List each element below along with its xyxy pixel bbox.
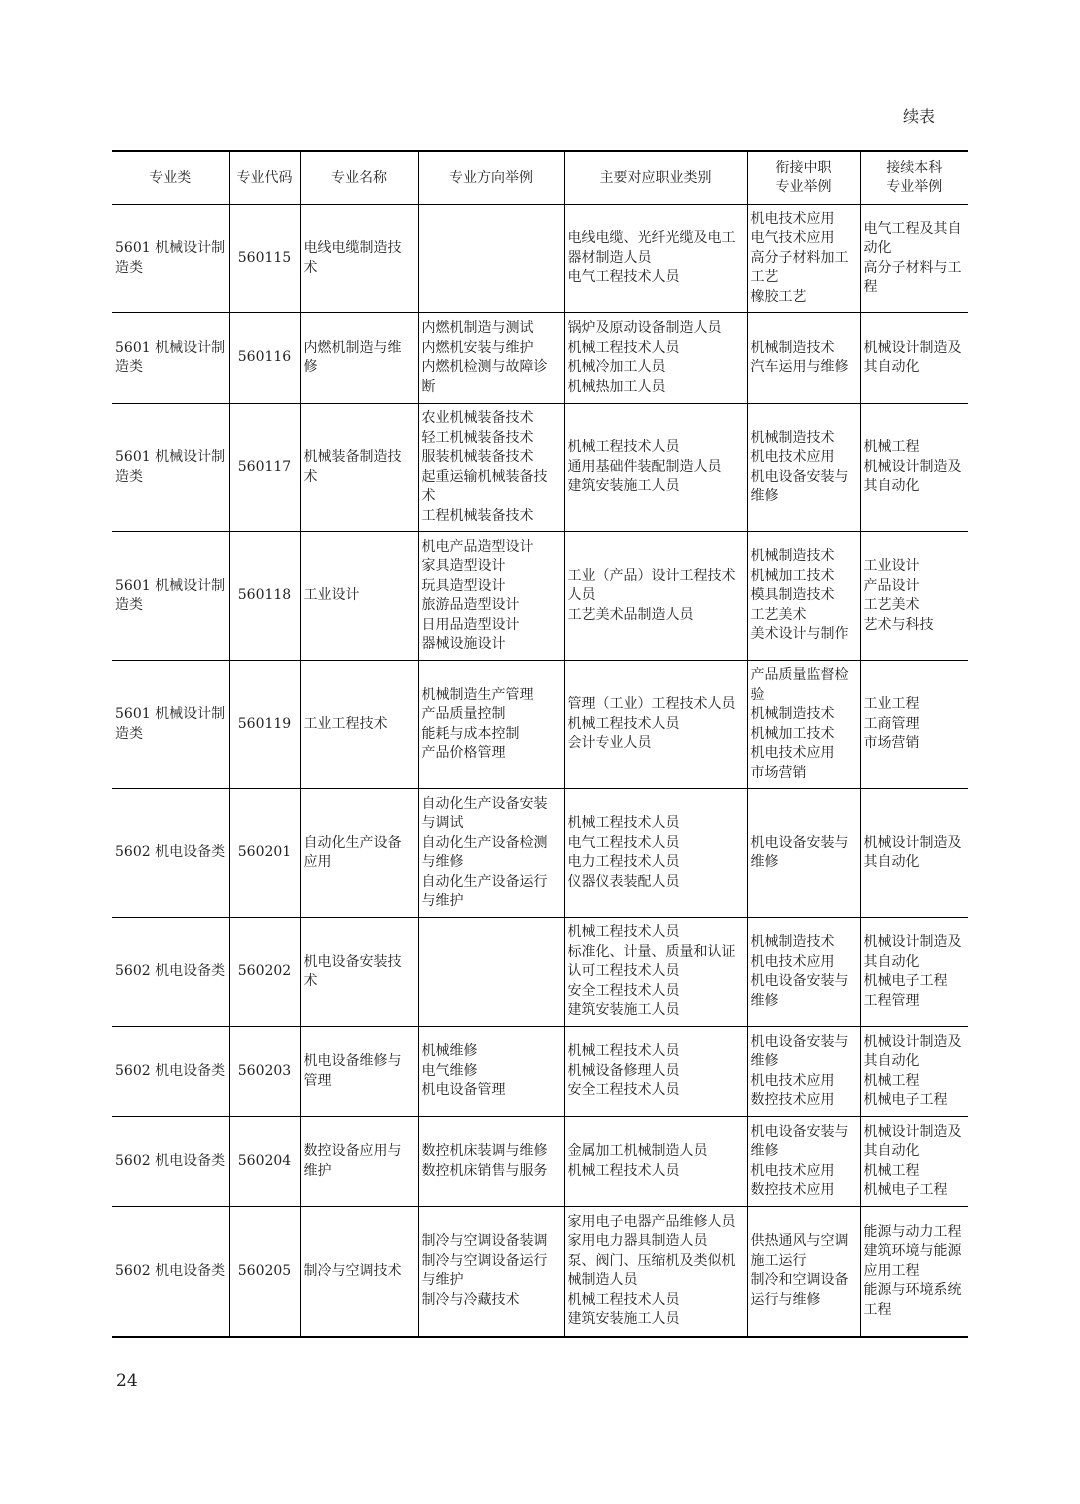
cell-category: 5601 机械设计制造类 xyxy=(112,404,229,532)
cell-directions: 自动化生产设备安装与调试 自动化生产设备检测与维修 自动化生产设备运行与维护 xyxy=(418,789,564,918)
cell-directions: 制冷与空调设备装调 制冷与空调设备运行与维护 制冷与冷藏技术 xyxy=(418,1207,564,1337)
header-directions: 专业方向举例 xyxy=(418,151,564,205)
cell-category: 5601 机械设计制造类 xyxy=(112,313,229,404)
cell-occupations: 金属加工机械制造人员 机械工程技术人员 xyxy=(564,1117,747,1207)
cell-category: 5601 机械设计制造类 xyxy=(112,205,229,313)
cell-name: 机械装备制造技术 xyxy=(300,404,418,532)
header-secondary: 衔接中职 专业举例 xyxy=(747,151,860,205)
cell-code: 560205 xyxy=(229,1207,300,1337)
cell-name: 制冷与空调技术 xyxy=(300,1207,418,1337)
cell-directions xyxy=(418,205,564,313)
cell-code: 560118 xyxy=(229,532,300,661)
table-row xyxy=(112,532,968,661)
table-row xyxy=(112,1027,968,1117)
cell-undergraduate: 机械工程 机械设计制造及其自动化 xyxy=(860,404,968,532)
cell-category: 5602 机电设备类 xyxy=(112,1207,229,1337)
cell-code: 560115 xyxy=(229,205,300,313)
cell-occupations: 机械工程技术人员 通用基础件装配制造人员 建筑安装施工人员 xyxy=(564,404,747,532)
cell-secondary: 机械制造技术 机电技术应用 机电设备安装与维修 xyxy=(747,404,860,532)
cell-code: 560116 xyxy=(229,313,300,404)
header-occupations: 主要对应职业类别 xyxy=(564,151,747,205)
table-row xyxy=(112,404,968,532)
cell-category: 5601 机械设计制造类 xyxy=(112,661,229,789)
cell-occupations: 机械工程技术人员 机械设备修理人员 安全工程技术人员 xyxy=(564,1027,747,1117)
cell-name: 自动化生产设备应用 xyxy=(300,789,418,918)
cell-name: 内燃机制造与维修 xyxy=(300,313,418,404)
table-row xyxy=(112,918,968,1027)
header-name: 专业名称 xyxy=(300,151,418,205)
cell-directions: 机械维修 电气维修 机电设备管理 xyxy=(418,1027,564,1117)
cell-occupations: 锅炉及原动设备制造人员 机械工程技术人员 机械冷加工人员 机械热加工人员 xyxy=(564,313,747,404)
table-row xyxy=(112,1207,968,1337)
cell-undergraduate: 机械设计制造及其自动化 xyxy=(860,313,968,404)
cell-directions xyxy=(418,918,564,1027)
header-code: 专业代码 xyxy=(229,151,300,205)
continued-label: 续表 xyxy=(903,107,936,126)
cell-category: 5601 机械设计制造类 xyxy=(112,532,229,661)
cell-code: 560202 xyxy=(229,918,300,1027)
cell-category: 5602 机电设备类 xyxy=(112,1117,229,1207)
cell-secondary: 机械制造技术 机电技术应用 机电设备安装与维修 xyxy=(747,918,860,1027)
cell-occupations: 家用电子电器产品维修人员 家用电力器具制造人员 泵、阀门、压缩机及类似机械制造人员 机械工程技术人员 建筑安装施工人员 xyxy=(564,1207,747,1337)
cell-code: 560119 xyxy=(229,661,300,789)
majors-table xyxy=(112,150,968,1338)
cell-undergraduate: 电气工程及其自动化 高分子材料与工程 xyxy=(860,205,968,313)
header-undergraduate: 接续本科 专业举例 xyxy=(860,151,968,205)
cell-occupations: 工业（产品）设计工程技术人员 工艺美术品制造人员 xyxy=(564,532,747,661)
cell-undergraduate: 工业工程 工商管理 市场营销 xyxy=(860,661,968,789)
cell-name: 机电设备维修与管理 xyxy=(300,1027,418,1117)
cell-directions: 机电产品造型设计 家具造型设计 玩具造型设计 旅游品造型设计 日用品造型设计 器械设施设计 xyxy=(418,532,564,661)
cell-undergraduate: 工业设计 产品设计 工艺美术 艺术与科技 xyxy=(860,532,968,661)
cell-occupations: 机械工程技术人员 电气工程技术人员 电力工程技术人员 仪器仪表装配人员 xyxy=(564,789,747,918)
cell-code: 560204 xyxy=(229,1117,300,1207)
cell-name: 数控设备应用与维护 xyxy=(300,1117,418,1207)
cell-directions: 内燃机制造与测试 内燃机安装与维护 内燃机检测与故障诊断 xyxy=(418,313,564,404)
table-header-row xyxy=(112,151,968,205)
cell-name: 工业工程技术 xyxy=(300,661,418,789)
cell-occupations: 管理（工业）工程技术人员 机械工程技术人员 会计专业人员 xyxy=(564,661,747,789)
cell-code: 560117 xyxy=(229,404,300,532)
cell-undergraduate: 机械设计制造及其自动化 机械工程 机械电子工程 xyxy=(860,1117,968,1207)
cell-occupations: 机械工程技术人员 标准化、计量、质量和认证认可工程技术人员 安全工程技术人员 建筑安装施工人员 xyxy=(564,918,747,1027)
cell-secondary: 机电设备安装与维修 机电技术应用 数控技术应用 xyxy=(747,1117,860,1207)
cell-undergraduate: 机械设计制造及其自动化 机械电子工程 工程管理 xyxy=(860,918,968,1027)
cell-secondary: 机电设备安装与维修 机电技术应用 数控技术应用 xyxy=(747,1027,860,1117)
table-row xyxy=(112,661,968,789)
cell-secondary: 供热通风与空调施工运行 制冷和空调设备运行与维修 xyxy=(747,1207,860,1337)
page-number: 24 xyxy=(116,1371,138,1391)
table-row xyxy=(112,313,968,404)
cell-name: 工业设计 xyxy=(300,532,418,661)
cell-category: 5602 机电设备类 xyxy=(112,789,229,918)
cell-directions: 机械制造生产管理 产品质量控制 能耗与成本控制 产品价格管理 xyxy=(418,661,564,789)
cell-undergraduate: 机械设计制造及其自动化 xyxy=(860,789,968,918)
cell-secondary: 产品质量监督检验 机械制造技术 机械加工技术 机电技术应用 市场营销 xyxy=(747,661,860,789)
cell-category: 5602 机电设备类 xyxy=(112,918,229,1027)
cell-category: 5602 机电设备类 xyxy=(112,1027,229,1117)
cell-secondary: 机械制造技术 汽车运用与维修 xyxy=(747,313,860,404)
cell-name: 电线电缆制造技术 xyxy=(300,205,418,313)
cell-code: 560201 xyxy=(229,789,300,918)
table-row xyxy=(112,789,968,918)
cell-code: 560203 xyxy=(229,1027,300,1117)
cell-occupations: 电线电缆、光纤光缆及电工器材制造人员 电气工程技术人员 xyxy=(564,205,747,313)
cell-name: 机电设备安装技术 xyxy=(300,918,418,1027)
cell-directions: 农业机械装备技术 轻工机械装备技术 服装机械装备技术 起重运输机械装备技术 工程机械装备技术 xyxy=(418,404,564,532)
cell-undergraduate: 能源与动力工程 建筑环境与能源应用工程 能源与环境系统工程 xyxy=(860,1207,968,1337)
cell-secondary: 机电设备安装与维修 xyxy=(747,789,860,918)
cell-directions: 数控机床装调与维修 数控机床销售与服务 xyxy=(418,1117,564,1207)
table-row xyxy=(112,205,968,313)
cell-undergraduate: 机械设计制造及其自动化 机械工程 机械电子工程 xyxy=(860,1027,968,1117)
cell-secondary: 机械制造技术 机械加工技术 模具制造技术 工艺美术 美术设计与制作 xyxy=(747,532,860,661)
header-category: 专业类 xyxy=(112,151,229,205)
table-row xyxy=(112,1117,968,1207)
cell-secondary: 机电技术应用 电气技术应用 高分子材料加工工艺 橡胶工艺 xyxy=(747,205,860,313)
